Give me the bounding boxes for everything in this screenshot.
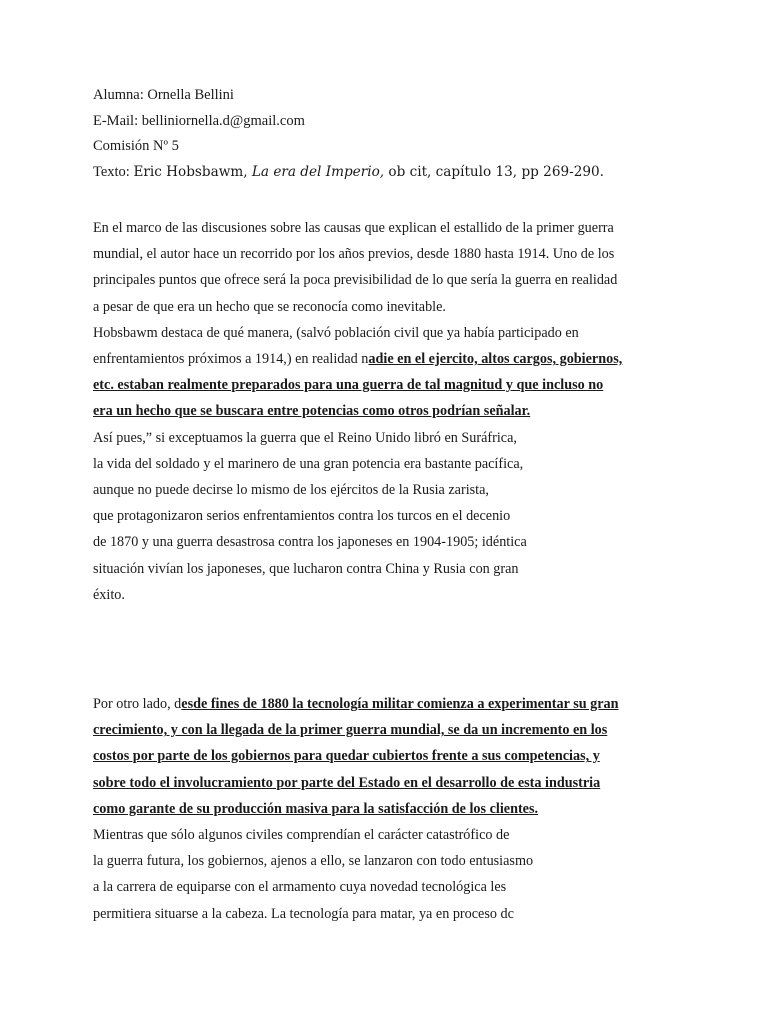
plain-text: Por otro lado, d (93, 696, 182, 712)
quote-line: Así pues,” si exceptuamos la guerra que el Reino Unido libró en Suráfrica, (93, 429, 517, 446)
paragraph-line: En el marco de las discusiones sobre las causas que explican el estallido de la primer guerra (93, 220, 614, 236)
quote-line: Mientras que sólo algunos civiles comprendían el carácter catastrófico de (93, 827, 510, 844)
header-block (93, 83, 693, 185)
quote-line: situación vivían los japoneses, que lucharon contra China y Rusia con gran (93, 560, 519, 577)
student-name: Alumna: Ornella Bellini (93, 87, 234, 103)
quote-line: aunque no puede decirse lo mismo de los ejércitos de la Rusia zarista, (93, 482, 489, 499)
underlined-emphasis: crecimiento, y con la llegada de la primer guerra mundial, se da un incremento en los (93, 722, 608, 739)
underlined-emphasis: esde fines de 1880 la tecnología militar comienza a experimentar su gran (181, 696, 619, 712)
quote-line: permitiera situarse a la cabeza. La tecnología para matar, ya en proceso dc (93, 905, 514, 922)
quote-line: que protagonizaron serios enfrentamientos contra los turcos en el decenio (93, 508, 511, 525)
underlined-emphasis: como garante de su producción masiva para la satisfacción de los clientes. (93, 800, 539, 817)
quote-line: la guerra futura, los gobiernos, ajenos a ello, se lanzaron con todo entusiasmo (93, 853, 534, 870)
plain-text: enfrentamientos próximos a 1914,) en realidad n (93, 351, 369, 368)
quote-line: a la carrera de equiparse con el armamento cuya novedad tecnológica les (93, 879, 507, 896)
paragraph-2 (93, 691, 693, 927)
underlined-emphasis: adie en el ejercito, altos cargos, gobiernos, (368, 351, 623, 368)
paragraph-line: mundial, el autor hace un recorrido por los años previos, desde 1880 hasta 1914. Uno de los (93, 246, 615, 263)
quote-line: de 1870 y una guerra desastrosa contra los japoneses en 1904-1905; idéntica (93, 534, 527, 551)
underlined-emphasis: etc. estaban realmente preparados para una guerra de tal magnitud y que incluso no (93, 377, 604, 394)
text-reference-author: Eric Hobsbawm, (133, 163, 252, 180)
commission-number: Comisión Nº 5 (93, 138, 179, 154)
text-reference-rest: ob cit, capítulo 13, pp 269-290. (384, 163, 604, 180)
student-email: E-Mail: belliniornella.d@gmail.com (93, 112, 305, 129)
text-reference-label: Texto: (93, 163, 134, 180)
underlined-emphasis: era un hecho que se buscara entre potencias como otros podrían señalar. (93, 403, 531, 420)
underlined-emphasis: sobre todo el involucramiento por parte del Estado en el desarrollo de esta industria (93, 774, 601, 791)
paragraph-line (93, 346, 693, 372)
text-reference-title: La era del Imperio, (251, 163, 385, 180)
paragraph-line: Hobsbawm destaca de qué manera, (salvó población civil que ya había participado en (93, 324, 579, 341)
quote-line: éxito. (93, 586, 125, 603)
paragraph-line: a pesar de que era un hecho que se reconocía como inevitable. (93, 298, 446, 315)
paragraph-line (93, 691, 693, 717)
paragraph-line: principales puntos que ofrece será la poca previsibilidad de lo que sería la guerra en realidad (93, 272, 618, 289)
text-reference (93, 160, 693, 186)
quote-line: la vida del soldado y el marinero de una gran potencia era bastante pacífica, (93, 455, 524, 472)
underlined-emphasis: costos por parte de los gobiernos para quedar cubiertos frente a sus competencias, y (93, 748, 600, 765)
paragraph-1 (93, 215, 693, 608)
